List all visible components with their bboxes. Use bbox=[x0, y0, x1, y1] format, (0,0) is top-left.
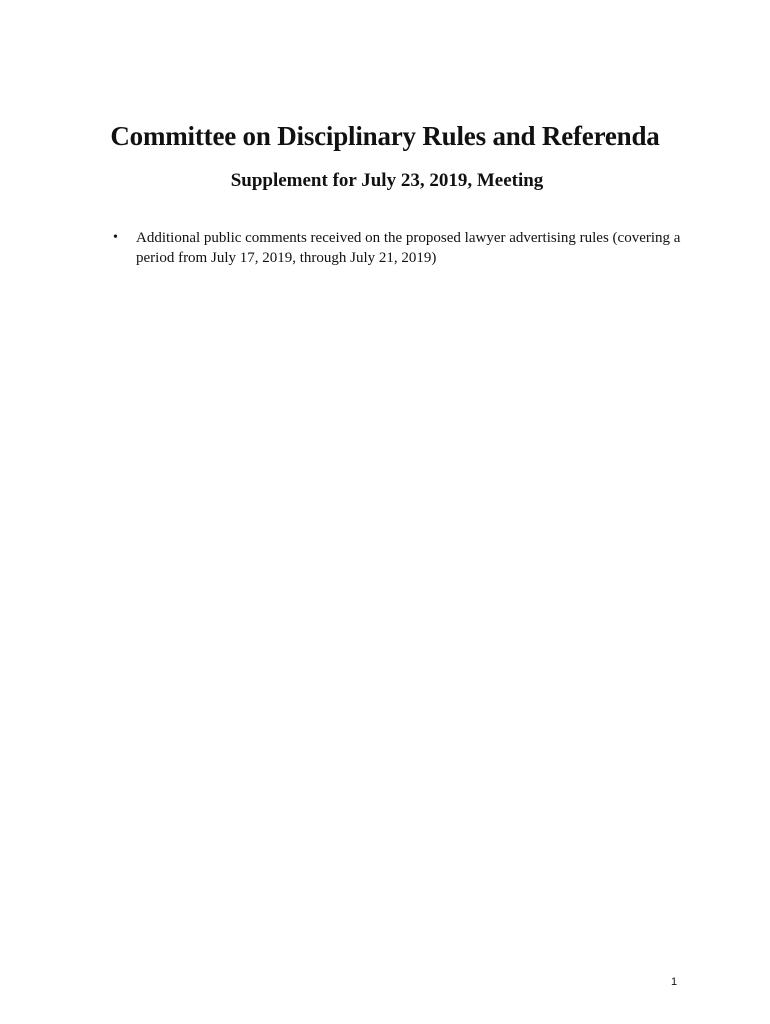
bullet-icon: • bbox=[113, 230, 118, 245]
page-title: Committee on Disciplinary Rules and Referenda bbox=[110, 121, 660, 151]
list-item-text: Additional public comments received on the proposed lawyer advertising rules (covering a period from July 17, 2019, through July 21, 2019) bbox=[136, 230, 681, 266]
page-number: 1 bbox=[671, 976, 678, 988]
list-item bbox=[107, 228, 687, 268]
page-subtitle: Supplement for July 23, 2019, Meeting bbox=[230, 170, 544, 191]
bullet-list bbox=[107, 228, 687, 268]
